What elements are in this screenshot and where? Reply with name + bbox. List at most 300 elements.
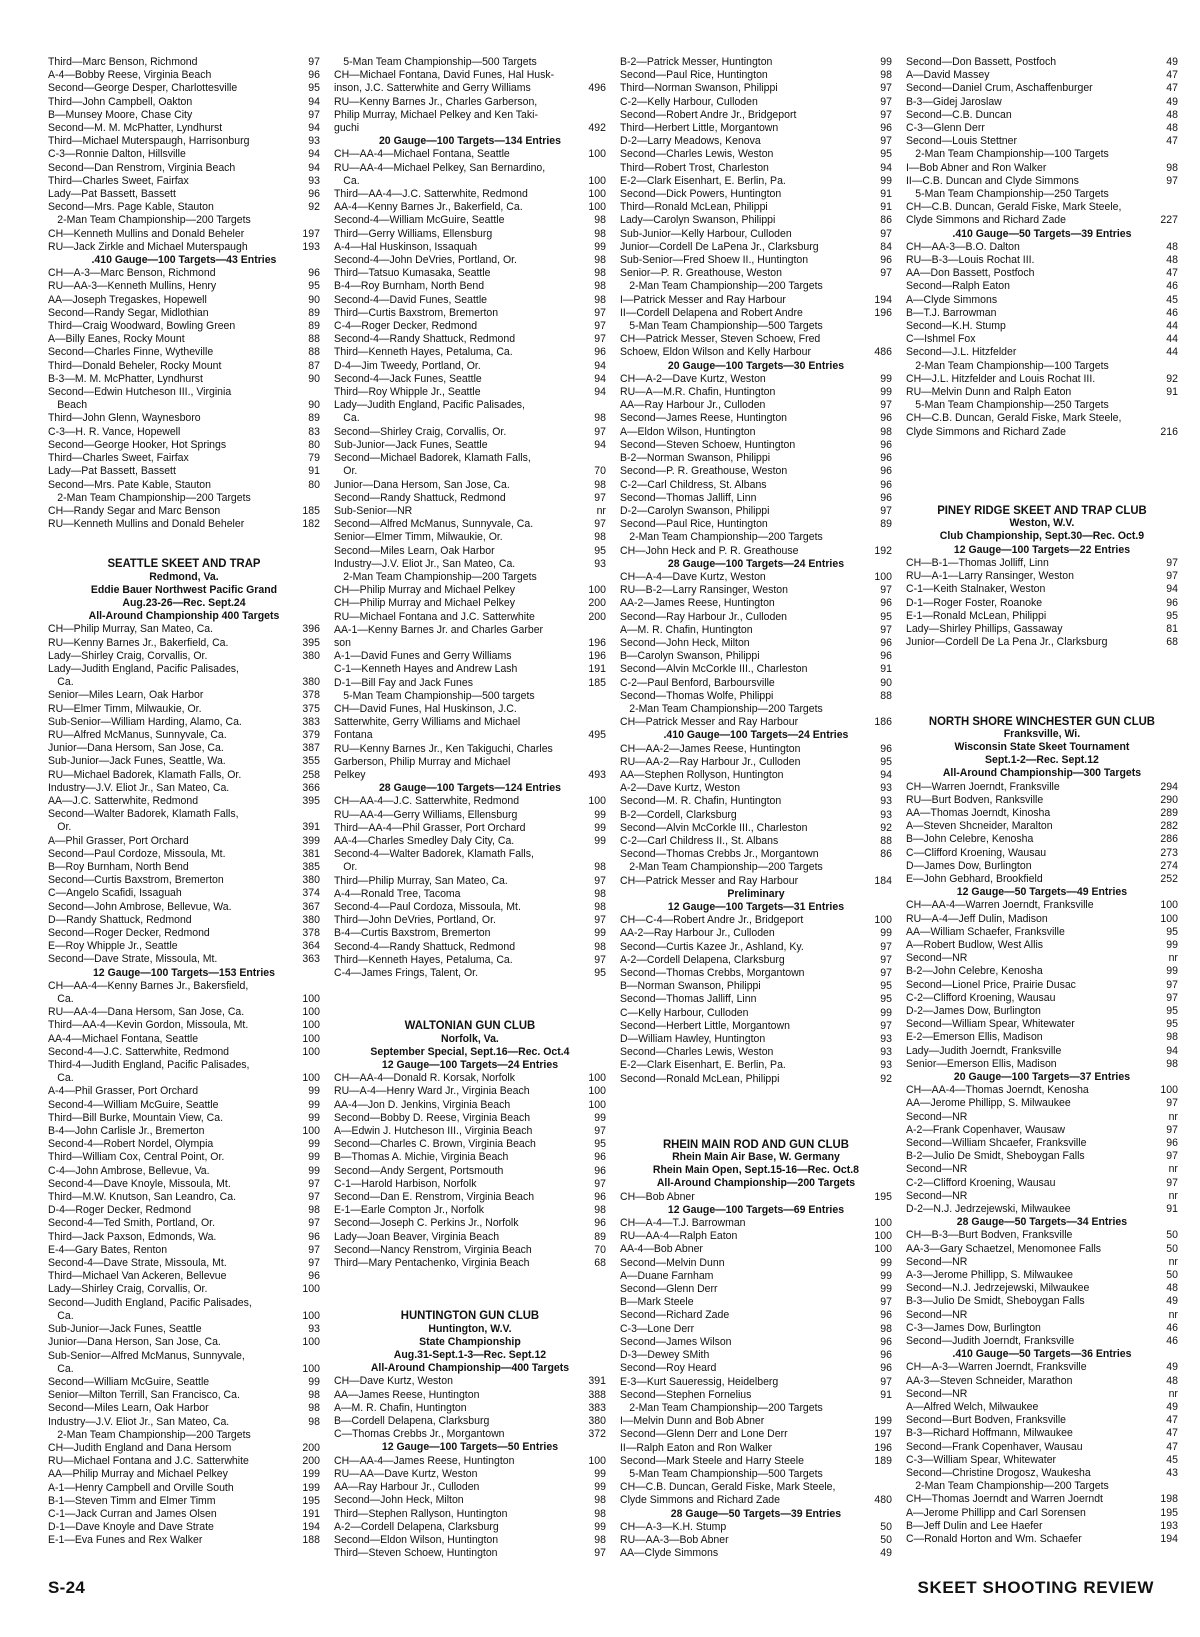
result-line [906,333,1178,346]
entry-text: Aug.23-26—Rec. Sept.24 [122,596,246,609]
entry-score: 200 [302,1441,320,1454]
entry-score: 199 [302,1481,320,1494]
entry-text: E-2—Clark Eisenhart, E. Berlin, Pa. [620,174,786,187]
entry-score: 380 [302,874,320,887]
entry-score: 98 [594,901,606,913]
entry-score: 396 [302,623,320,636]
entry-score: 99 [880,174,892,187]
entry-text: D-1—Bill Fay and Jack Funes [334,676,473,689]
entry-text: B—John Celebre, Kenosha [906,833,1034,846]
entry-text: A-1—David Funes and Gerry Williams [334,650,512,663]
entry-text: A-4—Hal Huskinson, Issaquah [334,240,478,253]
result-line [48,1204,320,1217]
club-subheading [620,1164,892,1177]
entry-text: State Championship [419,1335,521,1348]
entry-score: 95 [880,980,892,993]
entry-score: 100 [588,148,606,161]
result-line [620,188,892,201]
result-line [906,794,1178,807]
entry-score: 97 [1166,1097,1178,1110]
result-line [48,848,320,861]
result-line [48,82,320,95]
entry-score: 99 [308,1138,320,1151]
result-line [620,650,892,663]
result-line [620,1007,892,1020]
result-line [48,901,320,914]
entry-text: 5-Man Team Championship—500 Targets [629,320,823,333]
entry-text: Second—Thomas Wolfe, Philippi [620,689,774,702]
entry-score: 97 [880,504,892,517]
entry-text: A-1—Henry Campbell and Orville South [48,1481,234,1494]
entry-text: 5-Man Team Championship—500 Targets [629,1467,823,1480]
entry-text: Second—J.L. Hitzfelder [906,346,1017,359]
result-line [620,1521,892,1534]
result-line [334,1204,606,1217]
entry-score: 96 [880,1349,892,1362]
entry-score: 96 [594,1191,606,1204]
entry-text: D-4—Jim Tweedy, Portland, Or. [334,359,481,372]
entry-score: 200 [588,610,606,623]
entry-text: CH—A-4—Dave Kurtz, Weston [620,570,766,583]
entry-text: Second-4—Dave Strate, Missoula, Mt. [48,1257,227,1270]
result-line [906,992,1178,1005]
result-line [906,1454,1178,1467]
result-line [334,360,606,373]
entry-text: AA—Ray Harbour Jr., Culloden [620,399,766,412]
entry-text: A—M. R. Chafin, Huntington [334,1401,467,1414]
result-line [48,927,320,940]
entry-text: 5-Man Team Championship—250 Targets [915,399,1109,412]
entry-text: Second—Dan Renstrom, Virginia Beach [48,161,236,174]
entry-score: 45 [1166,293,1178,306]
result-line [334,518,606,531]
entry-text: E—Roy Whipple Jr., Seattle [48,940,178,953]
entry-text: 12 Gauge—100 Targets—69 Entries [667,1203,845,1216]
result-line [906,833,1178,846]
entry-score: 99 [594,821,606,834]
entry-text: .410 Gauge—100 Targets—24 Entries [663,729,849,742]
result-line [906,1177,1178,1190]
entry-text: Second—Glenn Derr and Lone Derr [620,1428,788,1441]
entry-score: 97 [1166,570,1178,583]
entry-text: Wisconsin State Skeet Tournament [954,740,1130,753]
result-line [906,135,1178,148]
result-line [906,1507,1178,1520]
entry-score: 98 [1166,1031,1178,1044]
entry-text: Second—Judith Joerndt, Franksville [906,1335,1075,1348]
entry-score: 94 [594,438,606,451]
entry-score: 93 [880,1046,892,1059]
entry-text: RU—A-1—Larry Ransinger, Weston [906,570,1074,583]
entry-score: 195 [874,1190,892,1203]
entry-text: Second—Paul Rice, Huntington [620,518,768,531]
entry-text: Second—Louis Stettner [906,135,1017,148]
result-line [620,465,892,478]
entry-score: 100 [302,1362,320,1375]
spacer [906,465,1178,491]
result-line [48,373,320,386]
result-line [334,809,606,822]
entry-text: Lady—Shirley Phillips, Gassaway [906,622,1063,635]
entry-score: 91 [1166,386,1178,399]
entry-score: 97 [1166,1123,1178,1136]
entry-text: 2-Man Team Championship—200 Targets [343,570,537,583]
entry-text: A-2—Frank Copenhaver, Wausaw [906,1123,1066,1136]
entry-text: Preliminary [727,887,785,900]
entry-text: Third—Mary Pentachenko, Virginia Beach [334,1257,530,1270]
result-line-continued [48,993,320,1006]
club-heading [48,557,320,570]
entry-text: Senior—Elmer Timm, Milwaukie, Or. [334,531,503,544]
entry-score: 100 [588,188,606,201]
entry-score: 47 [1166,1427,1178,1440]
result-line [48,201,320,214]
result-line [334,1547,606,1560]
entry-score: 81 [1166,622,1178,635]
result-line [906,1124,1178,1137]
entry-score: 480 [874,1494,892,1507]
result-line [906,570,1178,583]
club-heading [906,504,1178,517]
result-line [48,940,320,953]
entry-text: Industry—J.V. Eliot Jr., San Mateo, Ca. [334,557,516,570]
entry-text: HUNTINGTON GUN CLUB [400,1309,540,1323]
entry-text: Third-4—Judith England, Pacific Palisades, [48,1059,250,1072]
entry-score: 496 [588,82,606,95]
entry-score: 91 [880,663,892,676]
result-line [906,1150,1178,1163]
entry-score: 98 [594,861,606,874]
entry-text: A-3—Jerome Phillipp, S. Milwaukee [906,1269,1074,1282]
entry-score: 98 [594,412,606,425]
entry-text: CH—C.B. Duncan, Gerald Fiske, Mark Steele, [906,412,1122,425]
result-line-continued [906,360,1178,373]
entry-score: 185 [588,676,606,689]
publication-name: SKEET SHOOTING REVIEW [917,1578,1154,1597]
result-line [620,1455,892,1468]
entry-score: 80 [308,438,320,451]
result-line [620,518,892,531]
entry-score: 97 [594,1547,606,1560]
club-heading [620,1138,892,1151]
entry-score: 96 [880,650,892,663]
entry-text: Second—NR [906,1163,968,1176]
entry-text: 5-Man Team Championship—500 Targets [343,56,537,68]
entry-text: E-1—Earle Compton Jr., Norfolk [334,1204,485,1217]
result-line [906,952,1178,965]
entry-text: Third—Robert Trost, Charleston [620,161,769,174]
result-line [906,1243,1178,1256]
entry-text: AA-2—Ray Harbour Jr., Culloden [620,927,775,940]
club-subheading [48,571,320,584]
entry-text: D—Randy Shattuck, Redmond [48,913,192,926]
entry-text: C-3—H. R. Vance, Hopewell [48,425,181,438]
entry-text: RU—Michael Fontana and J.C. Satterwhite [334,610,535,623]
entry-score: 90 [308,399,320,412]
result-line-continued [620,531,892,544]
entry-text: Third—Michael Van Ackeren, Bellevue [48,1270,227,1283]
entry-text: 28 Gauge—100 Targets—124 Entries [378,782,561,795]
result-line [334,914,606,927]
entry-score: 97 [594,953,606,966]
result-line [48,1495,320,1508]
entry-text: Lady—Judith England, Pacific Palisades, [334,399,525,412]
entry-text: C—Thomas Crebbs Jr., Morgantown [334,1428,505,1441]
entry-text: Second-4—Robert Nordel, Olympia [48,1138,214,1151]
entry-text: CH—Michael Fontana, David Funes, Hal Husk- [334,69,555,82]
entry-text: 2-Man Team Championship—100 Targets [915,359,1109,372]
entry-text: CH—C.B. Duncan, Gerald Fiske, Mark Steele, [620,1481,836,1494]
entry-text: B—Thomas A. Michie, Virginia Beach [334,1151,509,1164]
entry-text: Second—Daniel Crum, Aschaffenburger [906,82,1093,95]
entry-text: RU—AA-4—Michael Pelkey, San Bernardino, [334,161,546,174]
entry-text: Third—Curtis Baxstrom, Bremerton [334,306,499,319]
entry-text: Second—NR [906,1189,968,1202]
entry-score: 97 [880,953,892,966]
entry-score: 79 [308,452,320,465]
event-heading [620,1508,892,1521]
entry-score: 70 [594,1243,606,1256]
entry-text: CH—Thomas Joerndt and Warren Joerndt [906,1493,1103,1506]
entry-text: AA—Ray Harbour Jr., Culloden [334,1481,480,1494]
entry-text: Second—C.B. Duncan [906,108,1012,121]
entry-text: Lady—Pat Bassett, Bassett [48,465,176,478]
entry-score: 46 [1166,1335,1178,1348]
result-line [906,1335,1178,1348]
result-line [48,307,320,320]
entry-score: 98 [594,1533,606,1546]
entry-text: 2-Man Team Championship—200 Targets [57,491,251,504]
entry-score: 98 [308,1389,320,1402]
entry-score: 289 [1160,806,1178,819]
spacer [620,1086,892,1112]
entry-text: CH—C-4—Robert Andre Jr., Bridgeport [620,914,804,927]
result-line [48,1178,320,1191]
entry-score: 99 [308,1085,320,1098]
entry-score: 87 [308,359,320,372]
result-line [334,1389,606,1402]
entry-text: Norfolk, Va. [441,1032,499,1045]
result-line [334,1191,606,1204]
entry-text: 2-Man Team Championship—200 Targets [629,1401,823,1414]
entry-text: Second—Roger Decker, Redmond [48,927,210,939]
result-line [334,941,606,954]
entry-text: Third—John DeVries, Portland, Or. [334,914,496,927]
result-line [906,597,1178,610]
entry-text: Lady—Pat Bassett, Bassett [48,188,176,201]
result-line [48,135,320,148]
entry-score: 100 [302,1019,320,1032]
entry-text: Second—Robert Andre Jr., Bridgeport [620,108,797,121]
spacer [906,439,1178,465]
entry-text: Fontana [334,729,373,742]
entry-text: Beach [57,399,88,412]
entry-text: A—Phil Grasser, Port Orchard [48,834,189,847]
entry-text: A—Duane Farnham [620,1269,714,1282]
event-heading [620,901,892,914]
result-line [906,1322,1178,1335]
entry-score: 367 [302,900,320,913]
entry-score: 194 [302,1521,320,1534]
result-line [48,769,320,782]
result-line [48,1442,320,1455]
result-line [48,623,320,636]
result-line [906,280,1178,293]
result-line [48,1059,320,1072]
entry-score: 98 [594,1494,606,1507]
entry-text: Second—Richard Zade [620,1309,730,1322]
entry-text: II—Cordell Delapena and Robert Andre [620,306,803,319]
entry-text: Junior—Dana Herson, San Jose, Ca. [48,1336,221,1349]
result-line [620,1376,892,1389]
event-heading [334,782,606,795]
result-line [334,954,606,967]
result-line [620,875,892,888]
entry-score: 391 [588,1375,606,1388]
entry-text: CH—David Funes, Hal Huskinson, J.C. [334,702,517,715]
entry-text: C-2—Clifford Kroening, Wausau [906,991,1056,1004]
entry-score: 97 [594,518,606,531]
entry-score: 495 [588,729,606,742]
result-line [48,1323,320,1336]
entry-score: 366 [302,781,320,794]
entry-text: CH—AA-4—J.C. Satterwhite, Redmond [334,795,520,808]
entry-score: 185 [302,504,320,517]
entry-score: 96 [594,1164,606,1177]
entry-text: Third—Donald Beheler, Rocky Mount [48,359,222,372]
result-line [334,703,606,716]
entry-score: 274 [1160,859,1178,872]
result-line [620,690,892,703]
entry-text: E-2—Emerson Ellis, Madison [906,1031,1043,1044]
entry-score: 50 [1166,1229,1178,1242]
result-line [906,69,1178,82]
entry-text: 28 Gauge—50 Targets—39 Entries [670,1507,842,1520]
result-line [334,1138,606,1151]
result-line-continued [906,188,1178,201]
club-heading [334,1309,606,1322]
entry-text: 2-Man Team Championship—200 Targets [629,280,823,293]
entry-text: Sub-Junior—Kelly Harbour, Culloden [620,227,792,240]
result-line [620,82,892,95]
club-subheading [906,754,1178,767]
result-line [334,1244,606,1257]
result-line [48,109,320,122]
result-line [620,399,892,412]
result-line [48,887,320,900]
entry-text: Second—Charles C. Brown, Virginia Beach [334,1138,536,1151]
entry-score: 98 [308,1415,320,1428]
entry-score: 364 [302,940,320,953]
result-line [334,452,606,465]
entry-score: 96 [880,122,892,135]
result-line [334,241,606,254]
result-line [906,781,1178,794]
entry-text: RU—Kenny Barnes Jr., Ken Takiguchi, Charles [334,742,553,755]
entry-score: 227 [1160,214,1178,227]
entry-text: A-2—Cordell Delapena, Clarksburg [620,953,785,966]
entry-score: 97 [880,108,892,121]
entry-text: CH—AA-4—Thomas Joerndt, Kenosha [906,1084,1089,1097]
result-line [334,492,606,505]
result-line [906,1427,1178,1440]
entry-score: 380 [302,913,320,926]
entry-text: B-4—Curtis Baxstrom, Bremerton [334,927,491,940]
entry-score: 100 [588,1098,606,1111]
entry-score: 99 [880,1269,892,1282]
result-line [334,888,606,901]
result-line [906,807,1178,820]
entry-score: nr [1168,1255,1178,1268]
result-line [906,1256,1178,1269]
entry-text: Sub-Junior—Jack Funes, Seattle, Wa. [48,755,226,768]
entry-text: B-3—M. M. McPhatter, Lyndhurst [48,372,203,385]
entry-score: 94 [308,95,320,108]
entry-text: AA-4—Bob Abner [620,1243,703,1256]
club-subheading [48,584,320,597]
spacer [334,980,606,1006]
entry-text: A—Edwin J. Hutcheson III., Virginia Beach [334,1125,533,1138]
entry-score: 93 [594,557,606,570]
entry-text: Third—Philip Murray, San Mateo, Ca. [334,874,508,887]
club-subheading [48,597,320,610]
result-line-continued [906,148,1178,161]
entry-text: CH—A-3—Warren Joerndt, Franksville [906,1361,1087,1374]
entry-score: 96 [1166,596,1178,609]
entry-text: AA—William Schaefer, Franksville [906,925,1065,938]
result-line [334,69,606,82]
entry-text: Second—Edwin Hutcheson III., Virginia [48,386,232,399]
entry-text: A-2—Dave Kurtz, Weston [620,782,741,795]
result-line [334,1165,606,1178]
entry-score: 100 [588,1454,606,1467]
entry-score: 96 [880,412,892,425]
entry-text: WALTONIAN GUN CLUB [404,1019,536,1033]
entry-score: 286 [1160,833,1178,846]
result-line [906,1309,1178,1322]
entry-text: CH—AA-4—Warren Joerndt, Franksville [906,899,1094,912]
entry-score: 96 [880,254,892,267]
entry-score: 83 [308,425,320,438]
result-line [620,782,892,795]
entry-score: 98 [1166,161,1178,174]
entry-score: 94 [594,372,606,385]
entry-text: Second—William Shcaefer, Franksville [906,1137,1087,1149]
entry-text: AA-4—Michael Fontana, Seattle [48,1032,199,1045]
entry-text: CH—A-4—T.J. Barrowman [620,1217,746,1230]
entry-score: 70 [594,465,606,478]
entry-score: 96 [594,346,606,359]
result-line [48,267,320,280]
entry-text: Sub-Senior—NR [334,504,413,517]
entry-score: 48 [1166,240,1178,253]
result-line [620,426,892,439]
entry-text: 2-Man Team Championship—200 Targets [629,531,823,544]
entry-score: 100 [302,1006,320,1019]
entry-text: C-3—James Dow, Burlington [906,1321,1041,1334]
entry-text: Second—Frank Copenhaver, Wausau [906,1440,1083,1453]
result-line [334,835,606,848]
result-line [334,967,606,980]
result-line [620,412,892,425]
entry-score: 49 [1166,1401,1178,1414]
entry-text: .410 Gauge—100 Targets—43 Entries [91,254,277,267]
result-line [620,967,892,980]
entry-text: Second—Glenn Derr [620,1283,718,1296]
result-line [620,294,892,307]
entry-text: AA—Clyde Simmons [620,1547,719,1560]
result-line [48,1138,320,1151]
